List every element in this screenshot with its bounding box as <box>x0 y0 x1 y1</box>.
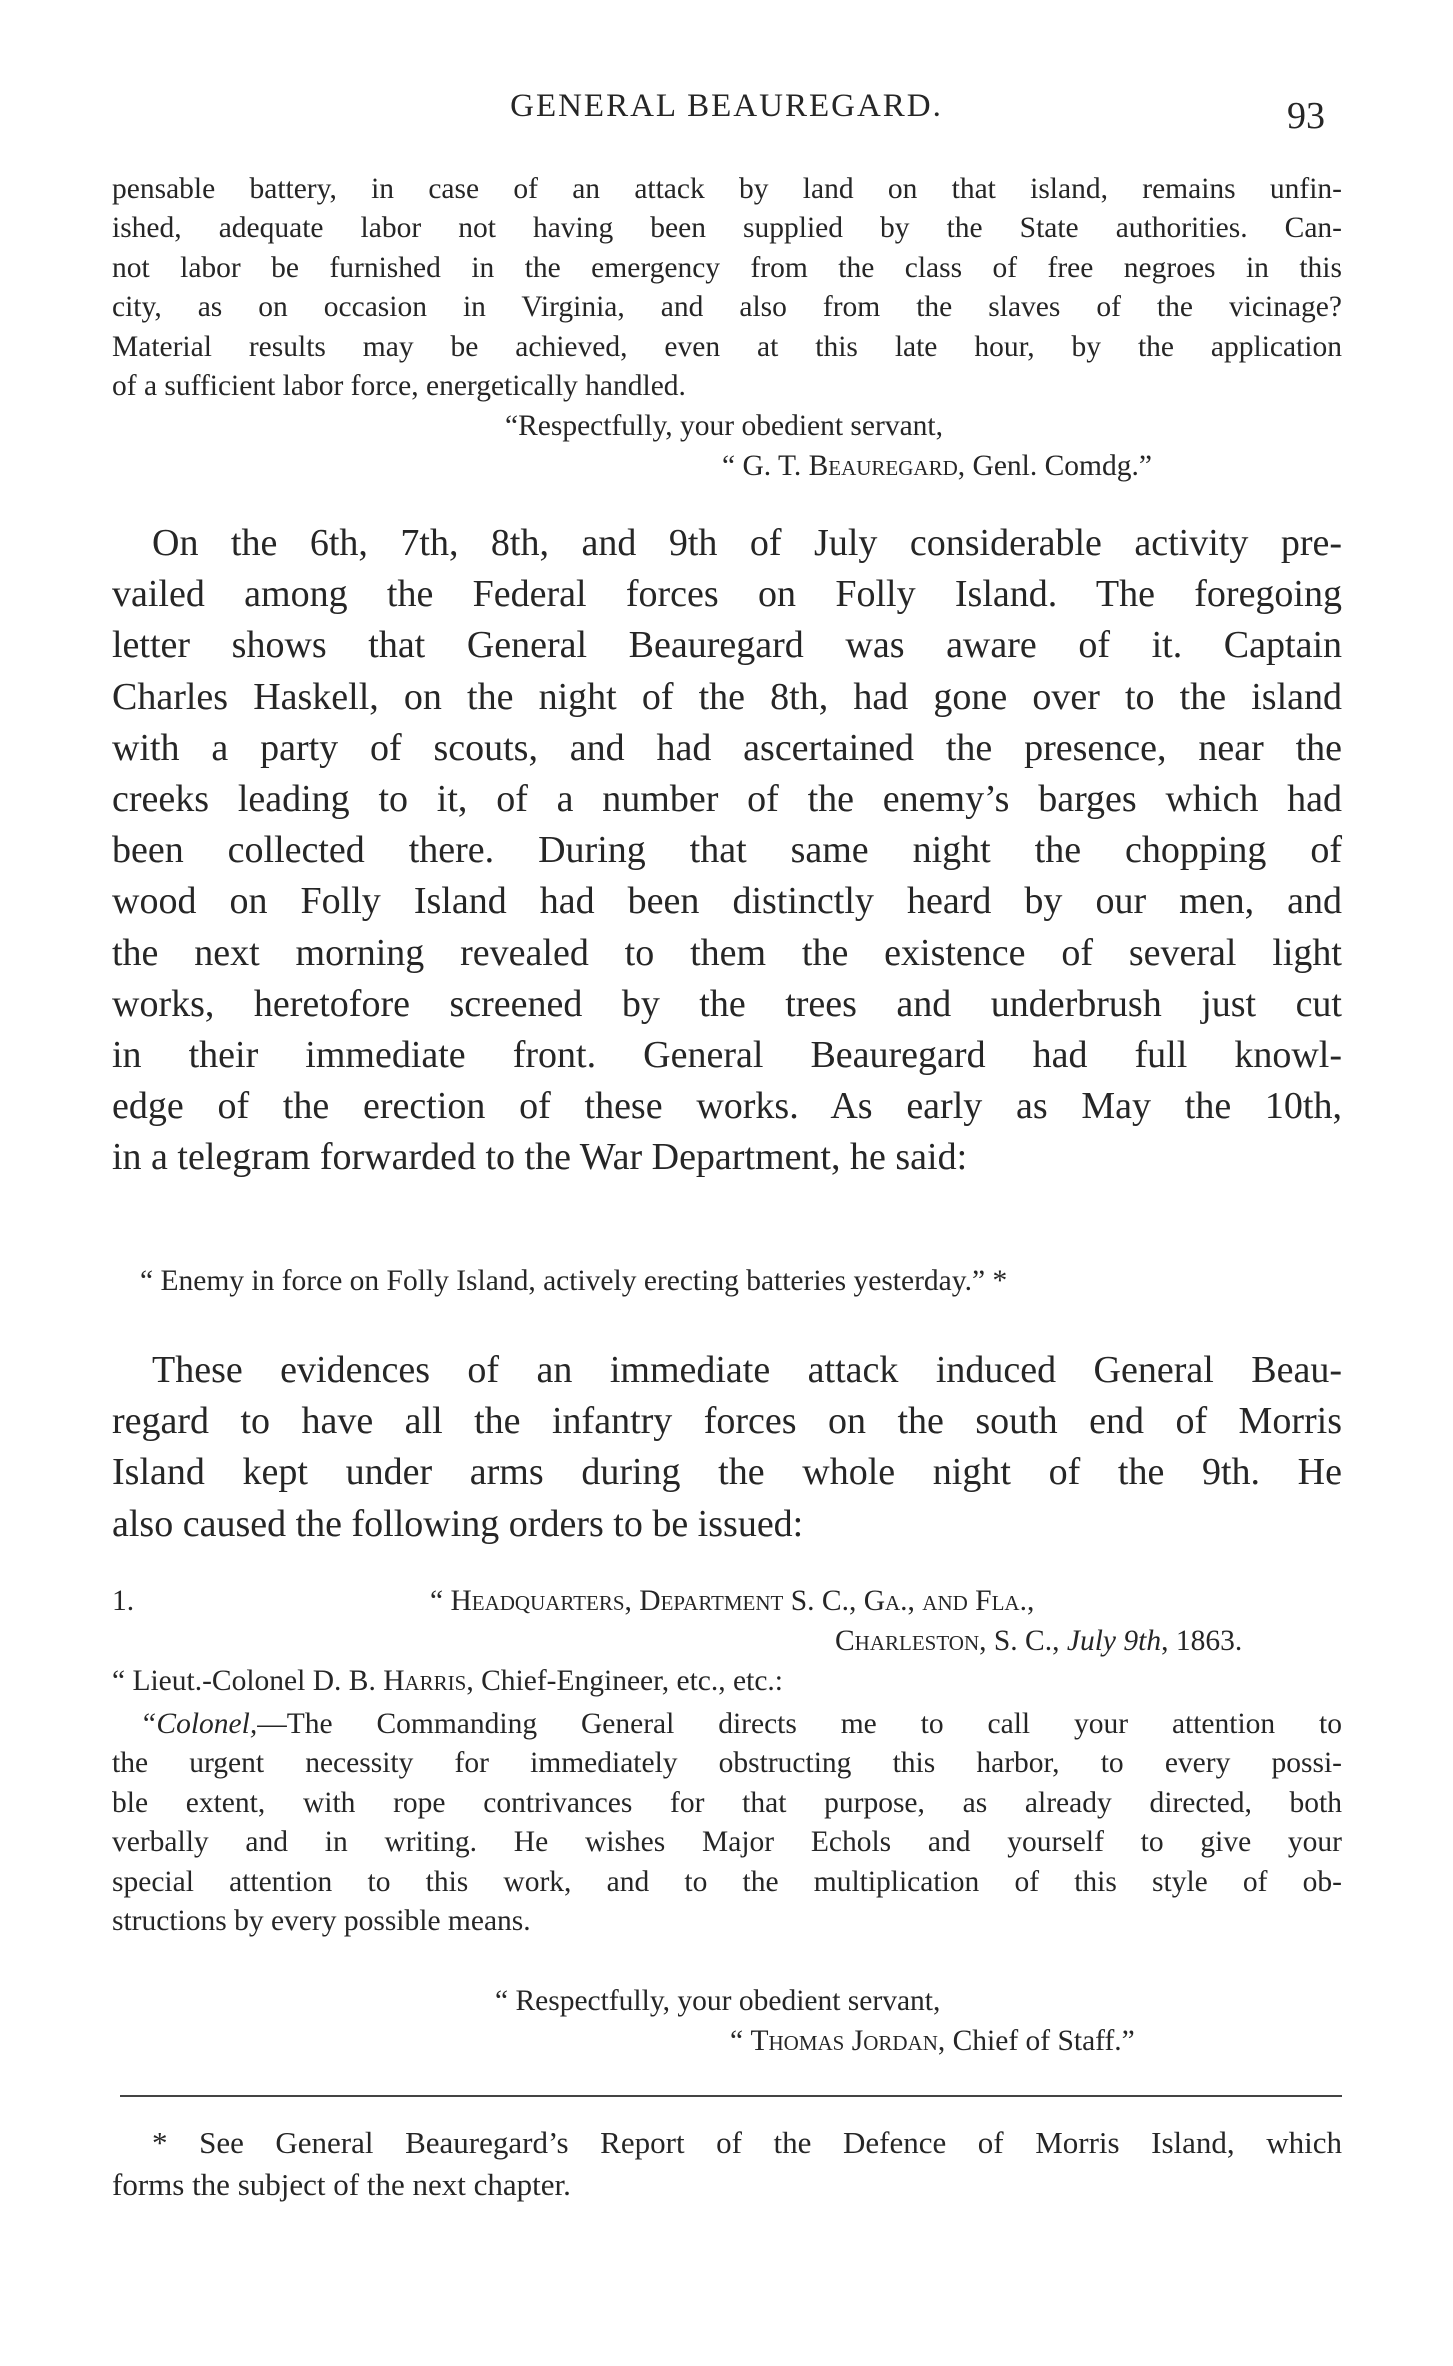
text-line: Island kept under arms during the whole night of the 9th. He <box>112 1451 1342 1494</box>
order-closing: “ Respectfully, your obedient servant, <box>495 1985 941 2017</box>
text-line: of a sufficient labor force, energetically handled. <box>112 370 686 403</box>
text-line: in their immediate front. General Beauregard had full knowl- <box>112 1034 1342 1077</box>
text-line: structions by every possible means. <box>112 1905 531 1938</box>
letter-signature: “ G. T. Beauregard, Genl. Comdg.” <box>722 450 1152 482</box>
text-line: “Colonel,—The Commanding General directs me to call your attention to <box>140 1708 1342 1740</box>
text-line: in a telegram forwarded to the War Department, he said: <box>112 1136 968 1179</box>
text-line: forms the subject of the next chapter. <box>112 2167 571 2202</box>
body-paragraph-1 <box>112 518 1342 1184</box>
order-number: 1. <box>112 1585 135 1617</box>
body-paragraph-2 <box>112 1345 1342 1550</box>
text-line: city, as on occasion in Virginia, and also from the slaves of the vicinage? <box>112 291 1342 324</box>
telegram-quote: “ Enemy in force on Folly Island, actively erecting batteries yesterday.” * <box>140 1265 1008 1297</box>
footnote <box>112 2122 1342 2206</box>
text-line: with a party of scouts, and had ascertained the presence, near the <box>112 726 1342 769</box>
text-line: regard to have all the infantry forces on the south end of Morris <box>112 1400 1342 1443</box>
text-line: Charles Haskell, on the night of the 8th, had gone over to the island <box>112 675 1342 718</box>
text-line: * See General Beauregard’s Report of the Defence of Morris Island, which <box>152 2125 1342 2160</box>
text-line: edge of the erection of these works. As early as May the 10th, <box>112 1085 1342 1128</box>
order-body <box>112 1705 1342 1941</box>
order-signature: “ Thomas Jordan, Chief of Staff.” <box>730 2025 1135 2057</box>
page-number: 93 <box>1287 95 1325 137</box>
footnote-rule <box>120 2095 1342 2097</box>
text-line: pensable battery, in case of an attack by land on that island, remains unfin- <box>112 173 1342 205</box>
letter-continuation <box>112 170 1342 406</box>
text-line: not labor be furnished in the emergency from the class of free negroes in this <box>112 251 1342 284</box>
signature-name: Thomas Jordan <box>750 2025 938 2057</box>
text-line: ble extent, with rope contrivances for that purpose, as already directed, both <box>112 1786 1342 1819</box>
text-line: Material results may be achieved, even at this late hour, by the application <box>112 330 1342 363</box>
running-title: GENERAL BEAUREGARD. <box>510 88 943 124</box>
text-line: creeks leading to it, of a number of the enemy’s barges which had <box>112 778 1342 821</box>
text-line: works, heretofore screened by the trees and underbrush just cut <box>112 982 1342 1025</box>
text-line: letter shows that General Beauregard was aware of it. Captain <box>112 624 1342 667</box>
text-line: On the 6th, 7th, 8th, and 9th of July considerable activity pre- <box>152 522 1342 564</box>
signature-name: Beauregard <box>808 450 958 482</box>
order-heading-line-1: “ Headquarters, Department S. C., Ga., and Fla., <box>430 1585 1035 1617</box>
page-header <box>0 88 1453 138</box>
text-line: verbally and in writing. He wishes Major Echols and yourself to give your <box>112 1826 1342 1859</box>
text-line: been collected there. During that same night the chopping of <box>112 829 1342 872</box>
text-line: also caused the following orders to be issued: <box>112 1502 804 1545</box>
order-heading-line-2: Charleston, S. C., July 9th, 1863. <box>835 1625 1243 1657</box>
text-line: ished, adequate labor not having been supplied by the State authorities. Can- <box>112 212 1342 245</box>
text-line: the urgent necessity for immediately obstructing this harbor, to every possi- <box>112 1747 1342 1780</box>
text-line: wood on Folly Island had been distinctly heard by our men, and <box>112 880 1342 923</box>
letter-closing: “Respectfully, your obedient servant, <box>505 410 943 442</box>
order-addressee: “ Lieut.-Colonel D. B. Harris, Chief-Engineer, etc., etc.: <box>112 1665 783 1697</box>
text-line: special attention to this work, and to the multiplication of this style of ob- <box>112 1865 1342 1898</box>
text-line: These evidences of an immediate attack induced General Beau- <box>152 1349 1342 1391</box>
text-line: the next morning revealed to them the existence of several light <box>112 931 1342 974</box>
text-line: vailed among the Federal forces on Folly Island. The foregoing <box>112 573 1342 616</box>
